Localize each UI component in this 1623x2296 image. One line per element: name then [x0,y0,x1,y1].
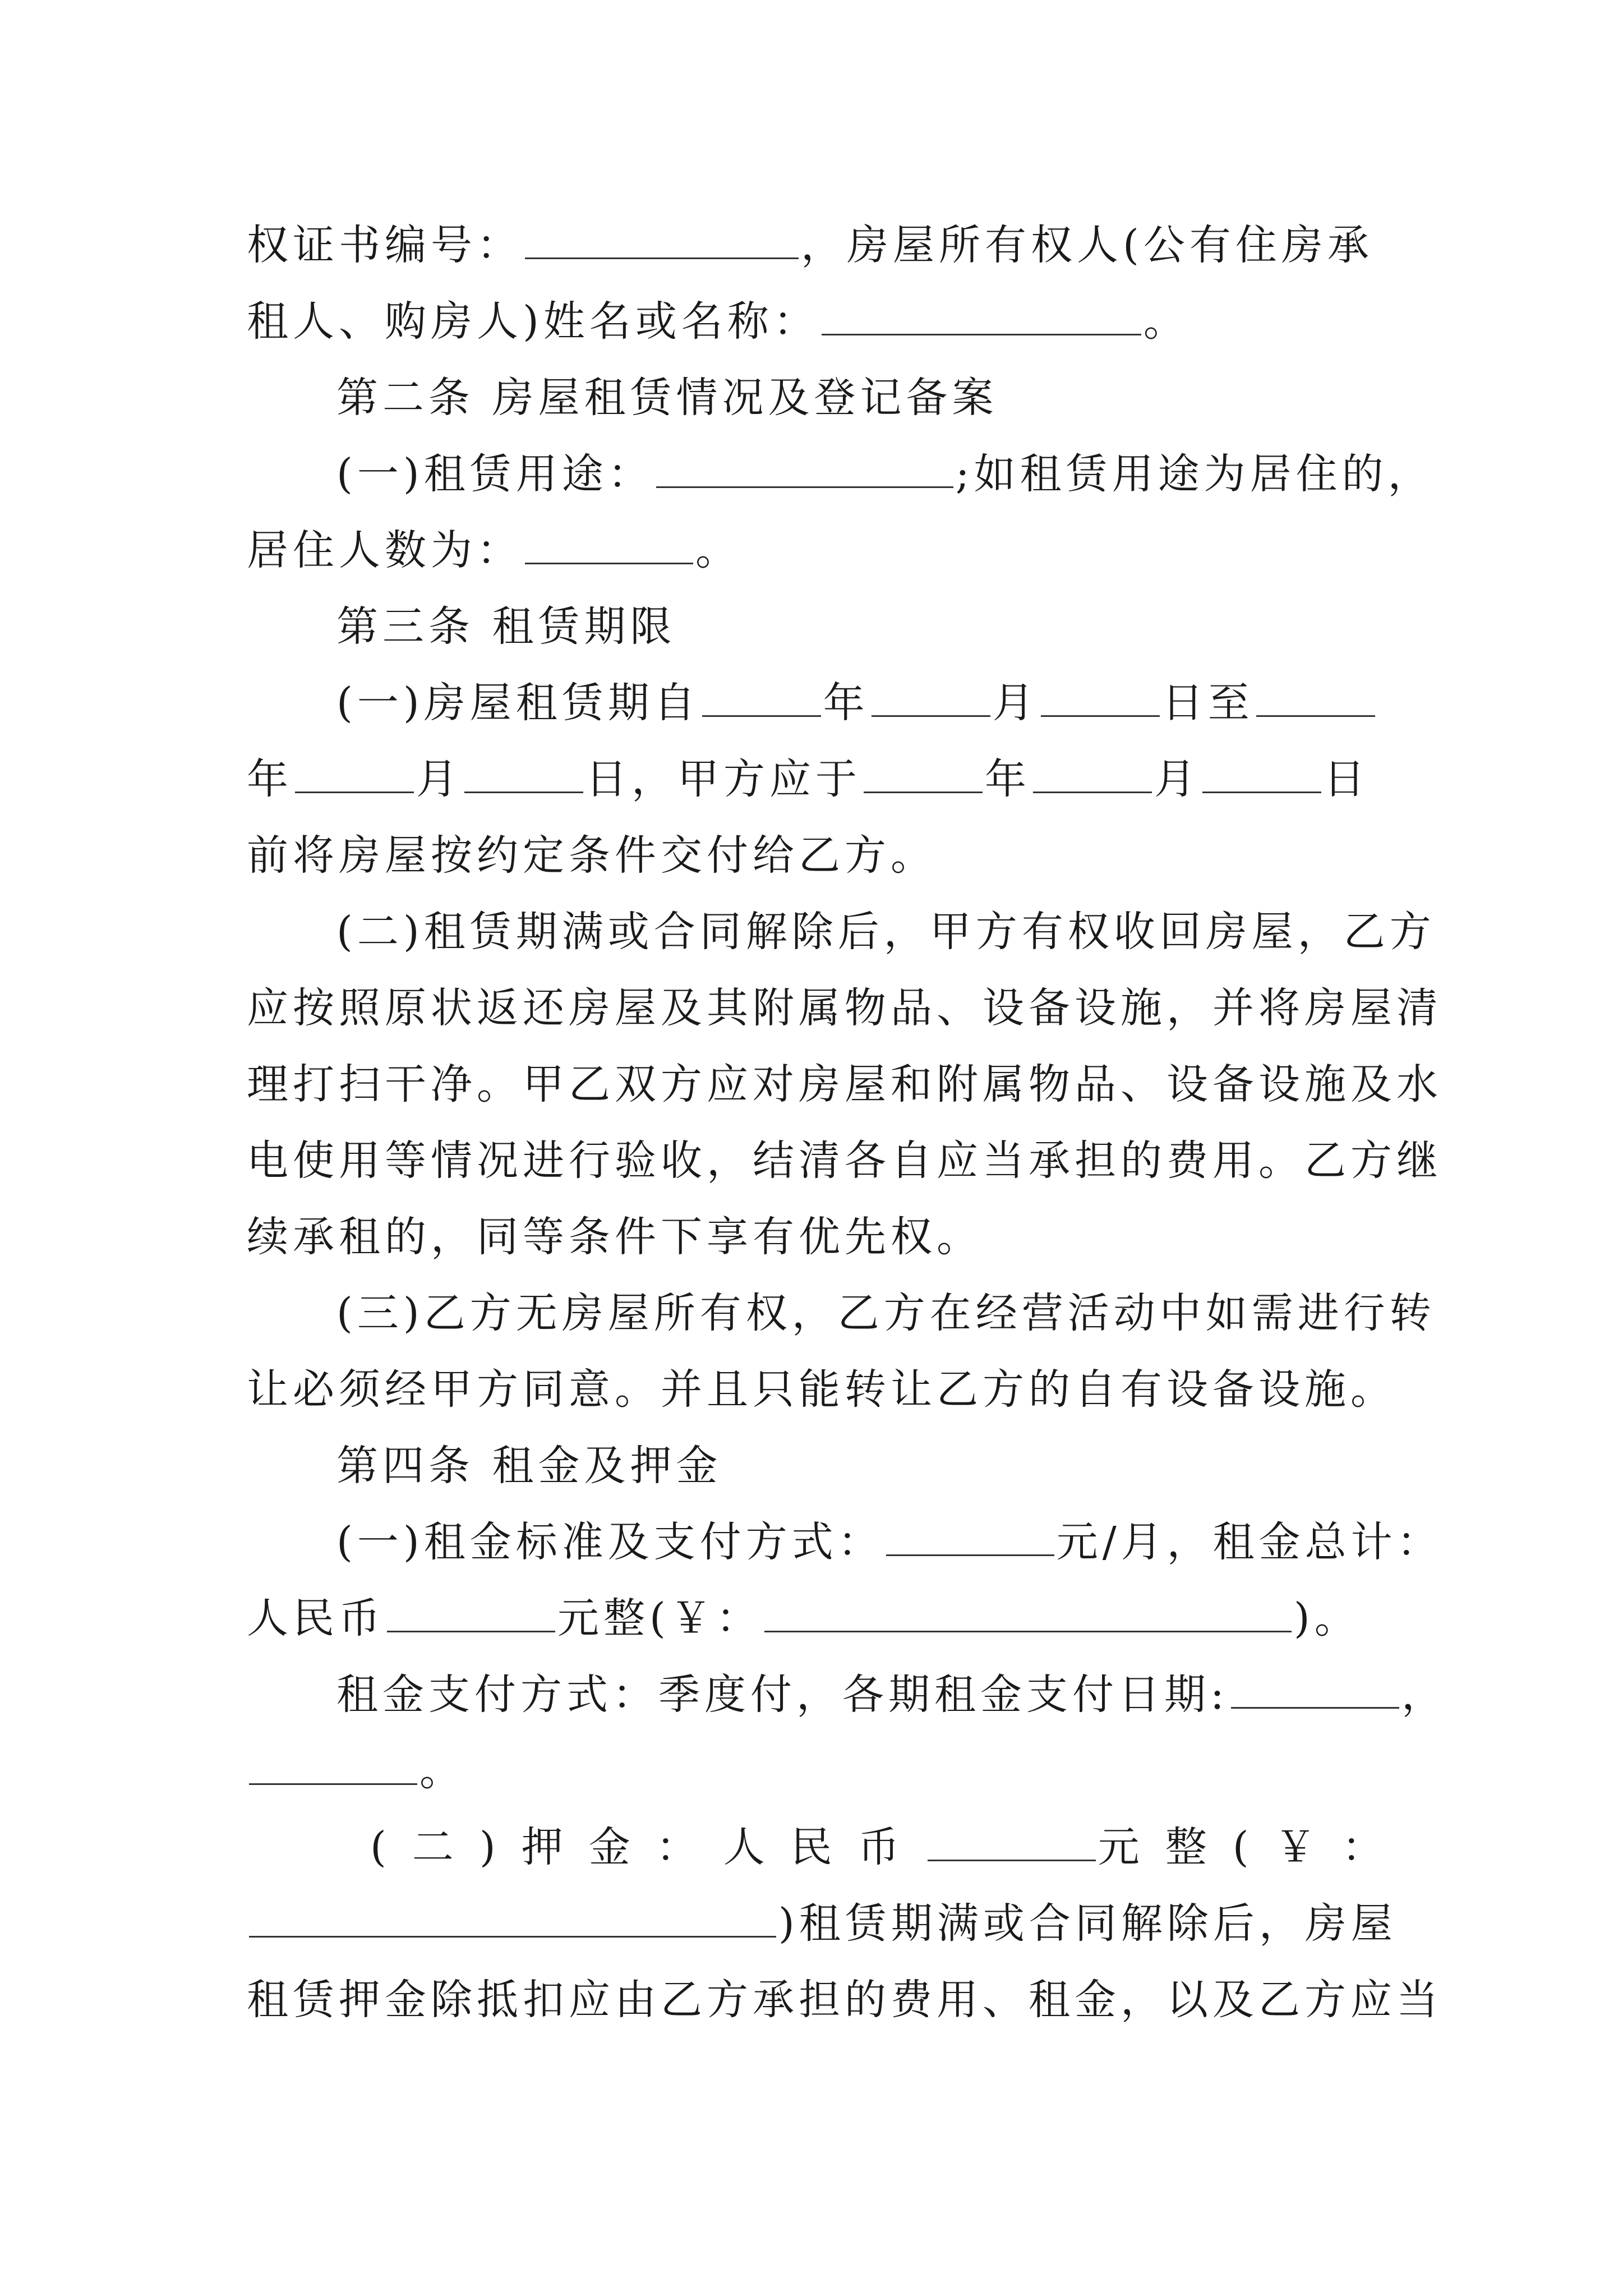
text-segment: ，房屋所有权人(公有住房承 [801,221,1373,269]
text-segment: (二)押金：人民币 [370,1823,925,1871]
text-line-20 [336,1669,1447,1720]
text-line-21 [247,1746,465,1796]
text-segment: )。 [1293,1594,1361,1642]
blank-field[interactable] [1041,680,1160,717]
blank-field[interactable] [1033,757,1152,793]
text-segment: 月 [1154,755,1200,803]
text-segment: (一)租金标准及支付方式： [336,1518,884,1566]
text-segment: 。 [419,1747,465,1795]
text-segment: 日至 [1161,679,1254,727]
text-line-12 [247,1059,1442,1110]
text-segment: 续承租的，同等条件下享有优先权。 [247,1213,983,1261]
section-heading [336,601,676,652]
text-line-11 [247,983,1442,1033]
text-segment: (一)租赁用途： [336,450,654,498]
text-line-18 [336,1517,1443,1567]
text-segment: 。 [1143,297,1189,346]
text-segment: ;如租赁用途为居住的， [955,450,1434,498]
text-segment: 日 [1324,755,1370,803]
text-line-8 [247,754,1370,804]
blank-field[interactable] [872,680,990,717]
text-line-24 [247,1975,1442,2025]
text-line-5 [247,525,741,576]
text-segment: 元/月，租金总计： [1056,1518,1443,1566]
blank-field[interactable] [1202,757,1321,793]
text-segment: 居住人数为： [247,526,523,574]
text-line-13 [247,1135,1442,1186]
blank-field[interactable] [295,757,414,793]
text-segment: )租赁期满或合同解除后，房屋 [778,1899,1397,1948]
text-segment: 理打扫干净。甲乙双方应对房屋和附属物品、设备设施及水 [247,1060,1442,1108]
text-line-7 [336,678,1377,728]
blank-field[interactable] [702,680,821,717]
text-segment: 第四条 租金及押金 [336,1442,722,1490]
text-segment: (三)乙方无房屋所有权，乙方在经营活动中如需进行转 [336,1289,1436,1337]
text-segment: (二)租赁期满或合同解除后，甲方有权收回房屋，乙方 [336,908,1436,956]
text-segment: 第二条 房屋租赁情况及登记备案 [336,374,998,422]
text-line-4 [336,449,1434,499]
text-segment: 租金支付方式：季度付，各期租金支付日期: [336,1671,1229,1719]
text-segment: 人民币 [247,1594,385,1642]
section-heading [336,1441,722,1491]
text-segment: 租人、购房人)姓名或名称： [247,297,819,346]
text-segment: 月 [992,679,1039,727]
blank-field[interactable] [464,757,583,793]
text-segment: 元整(￥： [1098,1823,1409,1871]
text-line-10 [336,907,1436,957]
text-segment: 电使用等情况进行验收，结清各自应当承担的费用。乙方继 [247,1137,1442,1185]
blank-field[interactable] [886,1520,1054,1556]
text-line-19 [247,1593,1361,1644]
text-segment: 让必须经甲方同意。并且只能转让乙方的自有设备设施。 [247,1365,1396,1414]
text-segment: 元整(￥： [557,1594,762,1642]
text-segment: 租赁押金除抵扣应由乙方承担的费用、租金，以及乙方应当 [247,1976,1442,2024]
blank-field[interactable] [764,1596,1292,1632]
text-segment: 年 [247,755,293,803]
blank-field[interactable] [249,1901,776,1938]
text-line-23 [247,1898,1397,1949]
text-segment: 年 [823,679,869,727]
text-line-9 [247,830,937,881]
blank-field[interactable] [249,1749,417,1785]
text-segment: 月 [416,755,462,803]
text-segment: 日，甲方应于 [585,755,861,803]
blank-field[interactable] [864,757,983,793]
blank-field[interactable] [387,1596,555,1632]
text-line-14 [247,1212,983,1262]
blank-field[interactable] [1256,680,1375,717]
text-line-2 [247,296,1189,347]
text-line-22 [370,1822,1409,1872]
section-heading [336,372,998,423]
text-segment: 。 [695,526,741,574]
blank-field[interactable] [822,299,1141,335]
text-segment: 前将房屋按约定条件交付给乙方。 [247,831,937,880]
text-segment: 第三条 租赁期限 [336,602,676,651]
blank-field[interactable] [1231,1672,1399,1709]
blank-field[interactable] [525,223,799,259]
blank-field[interactable] [525,528,693,564]
text-segment: ， [1401,1671,1447,1719]
text-segment: 应按照原状返还房屋及其附属物品、设备设施，并将房屋清 [247,984,1442,1032]
text-segment: (一)房屋租赁期自 [336,679,700,727]
text-line-15 [336,1288,1436,1338]
blank-field[interactable] [656,452,953,488]
text-segment: 权证书编号： [247,221,523,269]
blank-field[interactable] [928,1825,1096,1861]
text-line-16 [247,1364,1396,1415]
text-segment: 年 [985,755,1031,803]
text-line-1 [247,220,1373,270]
